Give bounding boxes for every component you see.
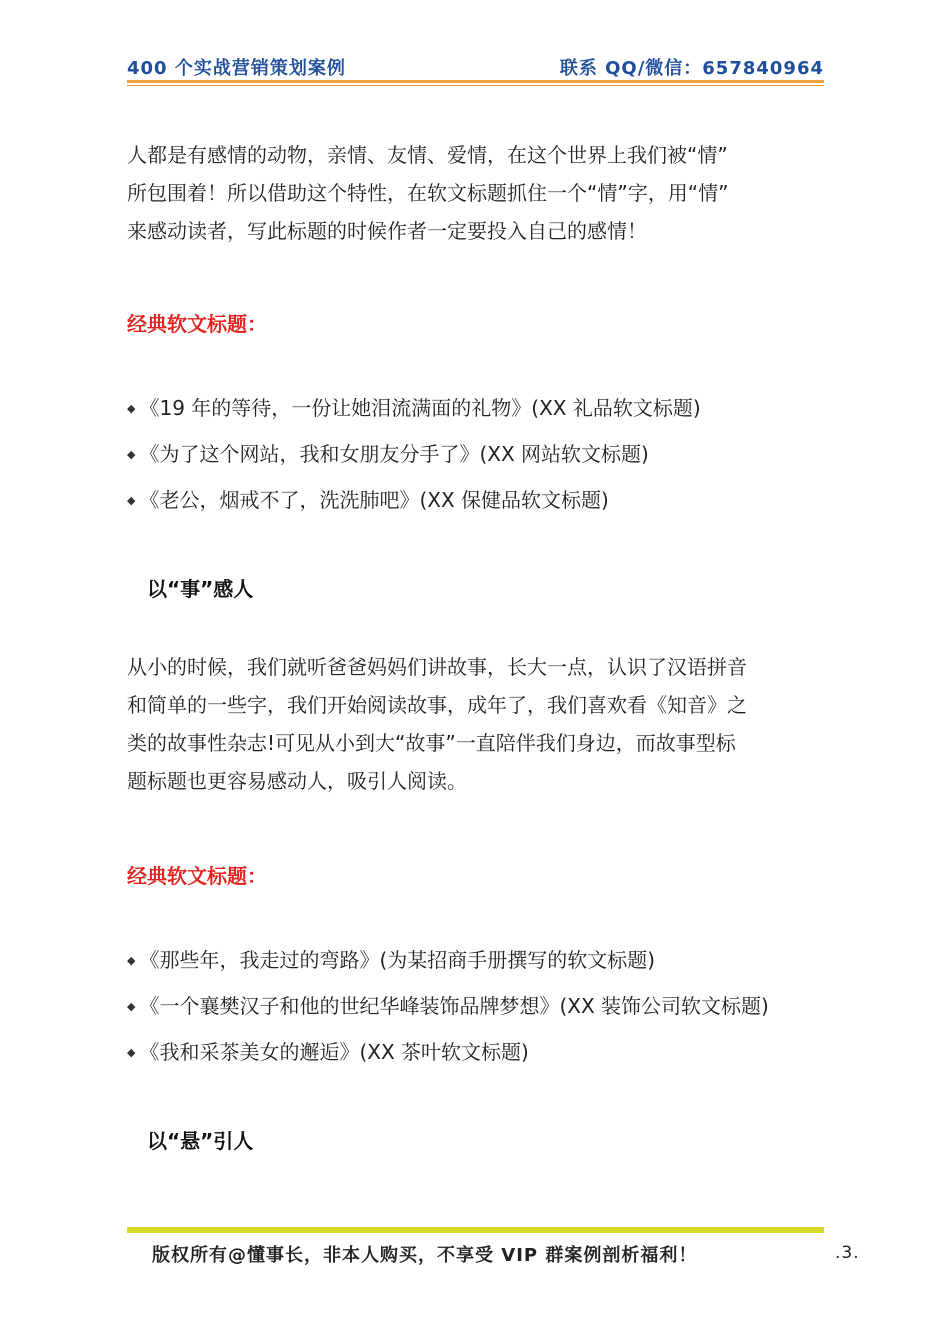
list-item: ◆ 《我和采茶美女的邂逅》(XX 茶叶软文标题) — [127, 1030, 847, 1076]
section-heading-suspense: 以“悬”引人 — [147, 1129, 254, 1153]
paragraph-line: 所包围着！所以借助这个特性，在软文标题抓住一个“情”字，用“情” — [127, 181, 729, 205]
classic-title-list — [127, 386, 847, 523]
footer-divider — [127, 1227, 824, 1233]
list-item: ◆ 《19 年的等待，一份让她泪流满面的礼物》(XX 礼品软文标题) — [127, 386, 847, 432]
header-contact: 联系 QQ/微信：657840964 — [559, 58, 824, 79]
diamond-bullet-icon: ◆ — [127, 402, 136, 416]
classic-title-heading: 经典软文标题： — [127, 312, 267, 336]
list-item: ◆ 《一个襄樊汉子和他的世纪华峰装饰品牌梦想》(XX 装饰公司软文标题) — [127, 984, 847, 1030]
list-item: ◆ 《为了这个网站，我和女朋友分手了》(XX 网站软文标题) — [127, 432, 847, 478]
paragraph-line: 题标题也更容易感动人，吸引人阅读。 — [127, 769, 467, 793]
footer-copyright: 版权所有@懂事长，非本人购买，不享受 VIP 群案例剖析福利！ — [152, 1245, 698, 1266]
paragraph-line: 从小的时候，我们就听爸爸妈妈们讲故事，长大一点，认识了汉语拼音 — [127, 655, 747, 679]
paragraph-line: 人都是有感情的动物，亲情、友情、爱情，在这个世界上我们被“情” — [127, 143, 728, 167]
list-item: ◆ 《老公，烟戒不了，洗洗肺吧》(XX 保健品软文标题) — [127, 478, 847, 524]
diamond-bullet-icon: ◆ — [127, 1000, 136, 1013]
paragraph-line: 和简单的一些字，我们开始阅读故事，成年了，我们喜欢看《知音》之 — [127, 693, 747, 717]
diamond-bullet-icon: ◆ — [127, 448, 136, 461]
paragraph-line: 来感动读者，写此标题的时候作者一定要投入自己的感情！ — [127, 219, 647, 243]
classic-title-list — [127, 938, 847, 1075]
diamond-bullet-icon: ◆ — [127, 493, 136, 507]
header-title: 400 个实战营销策划案例 — [127, 58, 346, 79]
header-divider-thin — [127, 85, 824, 86]
list-item: ◆ 《那些年，我走过的弯路》(为某招商手册撰写的软文标题) — [127, 938, 847, 984]
intro-paragraph — [127, 136, 827, 250]
diamond-bullet-icon: ◆ — [127, 954, 136, 968]
story-paragraph — [127, 648, 827, 800]
paragraph-line: 类的故事性杂志!可见从小到大“故事”一直陪伴我们身边，而故事型标 — [127, 731, 736, 755]
header-divider — [127, 80, 824, 83]
classic-title-heading: 经典软文标题： — [127, 864, 267, 888]
diamond-bullet-icon: ◆ — [127, 1045, 136, 1059]
section-heading-story: 以“事”感人 — [147, 577, 254, 601]
page-number: .3. — [835, 1243, 860, 1263]
